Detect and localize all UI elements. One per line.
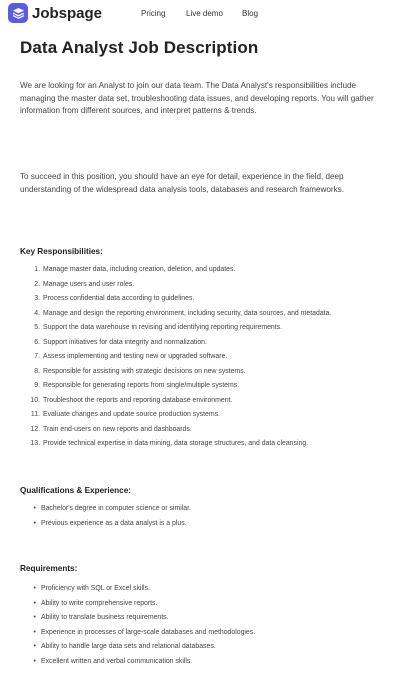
requirements-heading: Requirements: (20, 564, 78, 573)
intro-paragraph: We are looking for an Analyst to join our data team. The Data Analyst's responsibilities include managing the master data set, troubleshooting data issues, and developing reports. You will gather information from different sources, and interpret patterns & trends. (20, 81, 374, 115)
responsibilities-list (20, 263, 331, 452)
list-item: • Ability to write comprehensive reports. (33, 599, 158, 607)
list-item: 3. Process confidential data according to guidelines. (34, 295, 195, 302)
list-item: 7. Assess implementing and testing new or upgraded software. (34, 353, 228, 360)
list-item: • Excellent written and verbal communication skills. (33, 657, 193, 665)
list-item: 11. Evaluate changes and update source production systems. (30, 411, 220, 418)
list-item: 4. Manage and design the reporting environment, including security, data sources, and metadata. (34, 309, 332, 317)
list-item: 1. Manage master data, including creation, deletion, and updates. (34, 266, 236, 273)
stack-icon (12, 7, 25, 20)
list-item: 8. Responsible for assisting with strategic decisions on new systems. (34, 367, 246, 375)
list-item: • Ability to translate business requirements. (33, 614, 169, 621)
list-item: 10. Troubleshoot the reports and reporting database environment. (30, 396, 233, 404)
top-navigation-bar (0, 0, 413, 30)
list-item: 13. Provide technical expertise in data mining, data storage structures, and data cleansing. (30, 440, 309, 447)
list-item: 9. Responsible for generating reports from single/multiple systems. (34, 382, 240, 389)
jobspage-logo-icon[interactable] (8, 3, 28, 23)
nav-pricing[interactable]: Pricing (141, 9, 166, 18)
page-title: Data Analyst Job Description (20, 38, 259, 57)
list-item: • Previous experience as a data analyst is a plus. (33, 519, 187, 527)
list-item: • Ability to handle large data sets and relational databases. (33, 643, 216, 650)
list-item: 12. Train end-users on new reports and dashboards. (30, 425, 192, 433)
list-item: 2. Manage users and user roles. (34, 280, 135, 288)
qualifications-heading: Qualifications & Experience: (20, 486, 132, 495)
intro-paragraph-2: To succeed in this position, you should have an eye for detail, experience in the field, deep understanding of the widespread data analysis tools, databases and research frameworks. (20, 172, 344, 194)
qualifications-list (20, 502, 191, 531)
nav-live-demo[interactable]: Live demo (186, 9, 223, 18)
requirements-list (20, 582, 255, 669)
responsibilities-heading: Key Responsibilities: (20, 247, 103, 256)
list-item: • Bachelor's degree in computer science or similar. (33, 505, 191, 512)
nav-blog[interactable]: Blog (242, 9, 259, 18)
list-item: 6. Support initiatives for data integrity and normalization. (34, 338, 207, 346)
list-item: • Experience in processes of large-scale databases and methodologies. (33, 628, 256, 636)
list-item: • Proficiency with SQL or Excel skills. (33, 585, 150, 592)
brand-name[interactable]: Jobspage (32, 5, 103, 22)
list-item: 5. Support the data warehouse in revising and identifying reporting requirements. (34, 324, 283, 331)
